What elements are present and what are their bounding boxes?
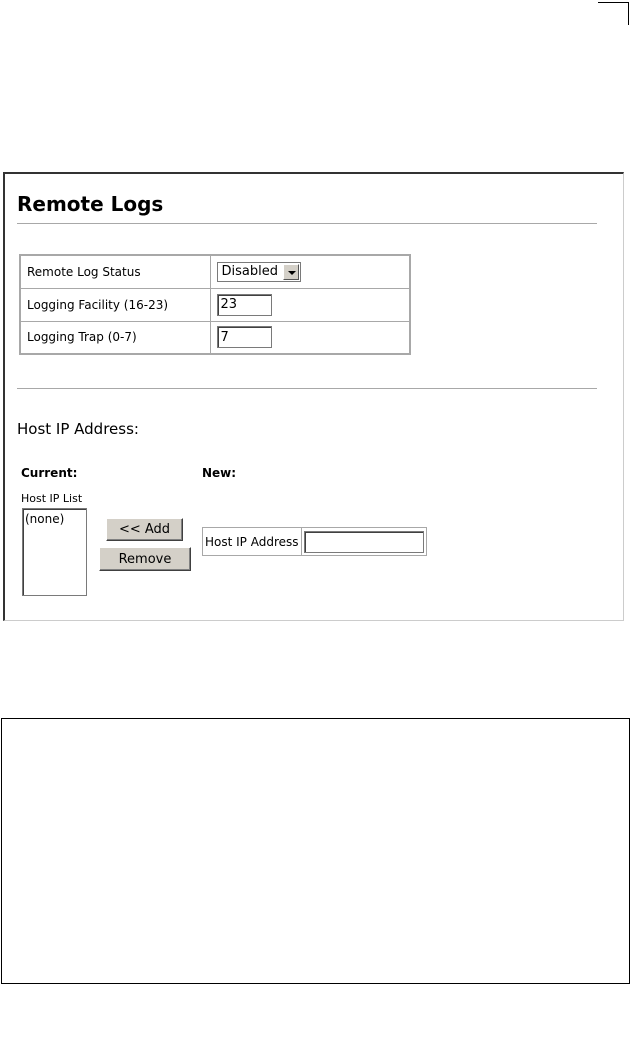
section-divider [17, 388, 597, 390]
host-ip-list-label: Host IP List [21, 492, 83, 505]
logging-trap-input[interactable] [217, 326, 272, 348]
new-host-table [202, 527, 427, 556]
chevron-down-icon[interactable] [283, 264, 299, 280]
logging-facility-label: Logging Facility (16-23) [20, 288, 210, 321]
table-row [20, 288, 410, 321]
add-button[interactable]: << Add [106, 518, 183, 541]
remote-log-status-cell [210, 255, 410, 288]
page-corner-mark [598, 2, 629, 25]
remove-button[interactable]: Remove [99, 547, 191, 571]
page-title: Remote Logs [17, 192, 164, 216]
remote-log-status-label: Remote Log Status [20, 255, 210, 288]
current-label: Current: [21, 466, 78, 480]
table-row [203, 528, 427, 556]
remote-log-status-value: Disabled [221, 263, 278, 279]
list-item[interactable]: (none) [25, 512, 65, 526]
host-ip-address-label: Host IP Address [203, 528, 302, 556]
table-row [20, 321, 410, 354]
host-ip-section-title: Host IP Address: [17, 420, 139, 438]
host-ip-address-input[interactable] [304, 531, 424, 553]
remote-log-settings-table [19, 254, 411, 355]
host-ip-address-cell [301, 528, 426, 556]
logging-facility-input[interactable] [217, 294, 272, 316]
remote-log-status-select[interactable] [217, 262, 301, 282]
logging-trap-cell [210, 321, 410, 354]
title-divider [17, 223, 597, 225]
logging-trap-label: Logging Trap (0-7) [20, 321, 210, 354]
host-ip-list[interactable] [22, 508, 87, 596]
logging-facility-cell [210, 288, 410, 321]
new-label: New: [202, 466, 237, 480]
table-row [20, 255, 410, 288]
remote-logs-panel [3, 172, 624, 621]
cli-example-box [1, 718, 630, 984]
